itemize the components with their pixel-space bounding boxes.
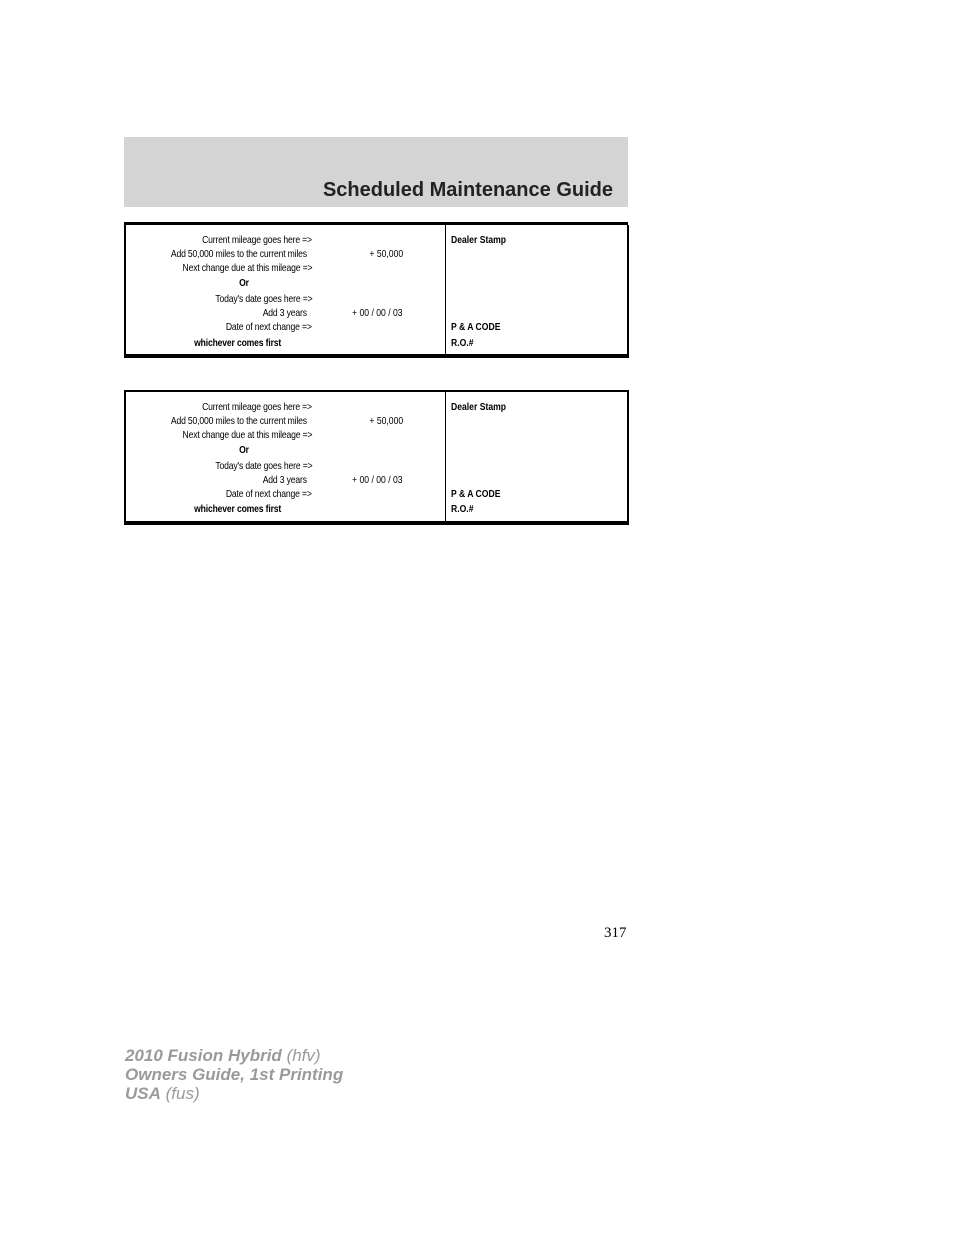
- add-miles-label: Add 50,000 miles to the current miles: [170, 248, 307, 260]
- next-change-mileage-label: Next change due at this mileage =>: [182, 262, 312, 274]
- pa-code-label: P & A CODE: [451, 488, 501, 500]
- pa-code-label: P & A CODE: [451, 321, 501, 333]
- footer-model: 2010 Fusion Hybrid: [125, 1046, 282, 1065]
- todays-date-label: Today's date goes here =>: [214, 293, 312, 305]
- section-title: Scheduled Maintenance Guide: [322, 179, 613, 201]
- date-next-change-label: Date of next change =>: [226, 321, 312, 333]
- footer-market: USA: [125, 1084, 161, 1103]
- footer-line-2: [125, 1065, 343, 1084]
- current-mileage-label: Current mileage goes here =>: [202, 401, 312, 413]
- add-years-value: + 00 / 00 / 03: [352, 474, 403, 486]
- next-change-mileage-label: Next change due at this mileage =>: [182, 429, 312, 441]
- ro-label: R.O.#: [451, 503, 474, 515]
- section-header-band: [124, 137, 628, 207]
- footer-market-code: (fus): [165, 1084, 200, 1103]
- add-years-label: Add 3 years: [262, 474, 307, 486]
- date-next-change-label: Date of next change =>: [226, 488, 312, 500]
- or-label: Or: [239, 277, 249, 289]
- page-number: 317: [604, 925, 627, 941]
- add-years-value: + 00 / 00 / 03: [352, 307, 403, 319]
- add-miles-value: + 50,000: [369, 248, 403, 260]
- footer-printing: Owners Guide, 1st Printing: [125, 1065, 344, 1084]
- dealer-stamp-label: Dealer Stamp: [451, 234, 507, 246]
- add-miles-value: + 50,000: [369, 415, 403, 427]
- add-years-label: Add 3 years: [262, 307, 307, 319]
- todays-date-label: Today's date goes here =>: [214, 460, 312, 472]
- record-bottom-rule: [126, 521, 627, 523]
- ro-label: R.O.#: [451, 337, 474, 349]
- footer-line-3: [125, 1084, 343, 1103]
- maintenance-record-1: [124, 225, 629, 358]
- whichever-label: whichever comes first: [193, 503, 281, 515]
- whichever-label: whichever comes first: [193, 337, 281, 349]
- footer-line-1: [125, 1046, 343, 1065]
- or-label: Or: [239, 444, 249, 456]
- record-divider: [445, 225, 446, 356]
- record-bottom-rule: [126, 354, 627, 356]
- maintenance-record-2: [124, 390, 629, 525]
- record-divider: [445, 392, 446, 523]
- dealer-stamp-label: Dealer Stamp: [451, 401, 507, 413]
- current-mileage-label: Current mileage goes here =>: [202, 234, 312, 246]
- footer-imprint: [125, 1046, 343, 1103]
- footer-model-code: (hfv): [286, 1046, 321, 1065]
- add-miles-label: Add 50,000 miles to the current miles: [170, 415, 307, 427]
